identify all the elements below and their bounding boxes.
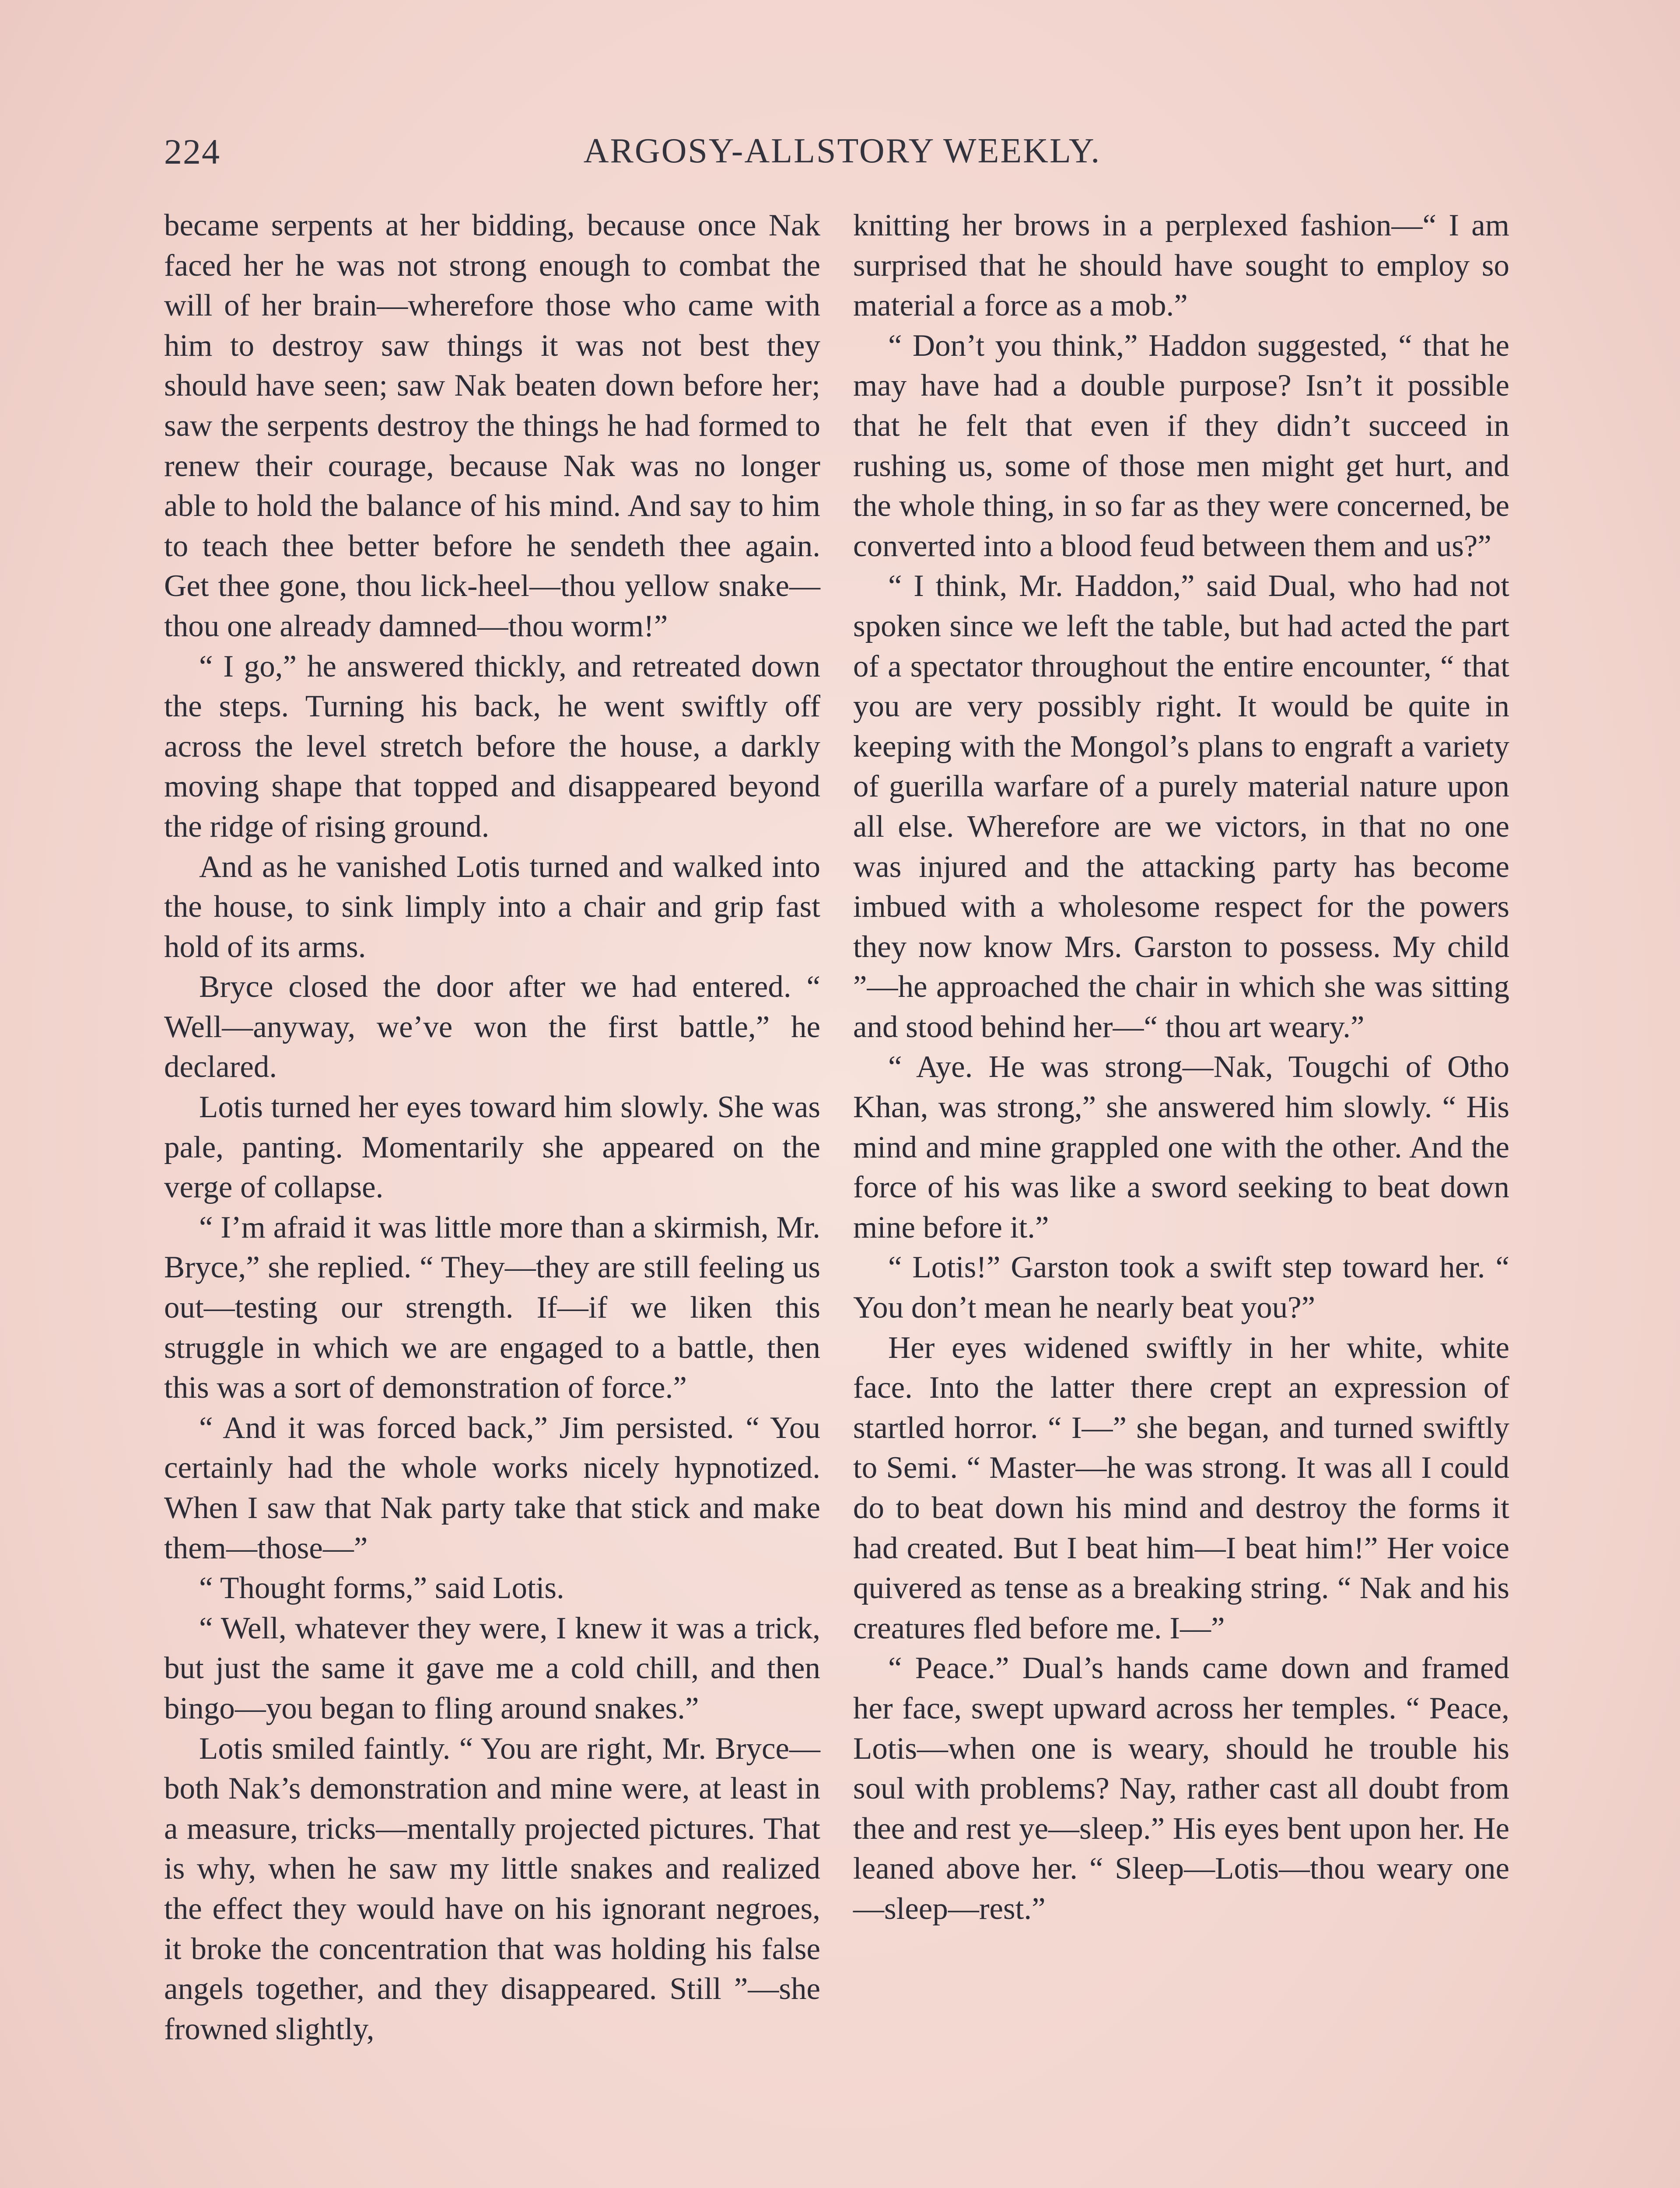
paragraph: “ Lotis!” Garston took a swift step toward her. “ You don’t mean he nearly beat you?” xyxy=(853,1250,1509,1325)
paragraph: “ I go,” he answered thickly, and retreated down the steps. Turning his back, he went swiftly off across the level stretch before the house, a darkly moving shape that topped and disappeared beyond the ridge of rising ground. xyxy=(164,649,820,844)
paragraph: “ Well, whatever they were, I knew it was a trick, but just the same it gave me a cold chill, and then bingo—you began to fling around snakes.” xyxy=(164,1611,820,1725)
paragraph: “ Peace.” Dual’s hands came down and framed her face, swept upward across her temples. “ Peace, Lotis—when one is weary, should he trouble his soul with problems? Nay, rather cast all doubt from thee and rest ye—sleep.” His eyes bent upon her. He leaned above her. “ Sleep—Lotis—thou weary one—sleep—rest.” xyxy=(853,1651,1509,1926)
text-column-right xyxy=(853,206,1509,1929)
paragraph: And as he vanished Lotis turned and walked into the house, to sink limply into a chair and grip fast hold of its arms. xyxy=(164,849,820,964)
page-header xyxy=(164,131,1520,184)
paragraph: Lotis turned her eyes toward him slowly. She was pale, panting. Momentarily she appeared on the verge of collapse. xyxy=(164,1090,820,1205)
paragraph: Lotis smiled faintly. “ You are right, Mr. Bryce—both Nak’s demonstration and mine were, at least in a measure, tricks—mentally projected pictures. That is why, when he saw my little snakes and realized the effect they would have on his ignorant negroes, it broke the concentration that was holding his false angels together, and they disappeared. Still ”—she frowned slightly, xyxy=(164,1731,820,2046)
page-number: 224 xyxy=(164,132,220,172)
paragraph: knitting her brows in a perplexed fashion—“ I am surprised that he should have sought to employ so material a force as a mob.” xyxy=(853,208,1509,323)
paragraph: “ And it was forced back,” Jim persisted. “ You certainly had the whole works nicely hypnotized. When I saw that Nak party take that stick and make them—those—” xyxy=(164,1410,820,1565)
paragraph: Bryce closed the door after we had entered. “ Well—anyway, we’ve won the first battle,” he declared. xyxy=(164,970,820,1084)
paragraph: “ Don’t you think,” Haddon suggested, “ that he may have had a double purpose? Isn’t it possible that he felt that even if they didn’t succeed in rushing us, some of those men might get hurt, and the whole thing, in so far as they were concerned, be converted into a blood feud between them and us?” xyxy=(853,328,1509,563)
text-column-left xyxy=(164,206,820,2049)
paragraph: “ Aye. He was strong—Nak, Tougchi of Otho Khan, was strong,” she answered him slowly. “ His mind and mine grappled one with the other. And the force of his was like a sword seeking to beat down mine before it.” xyxy=(853,1050,1509,1245)
paragraph: “ I think, Mr. Haddon,” said Dual, who had not spoken since we left the table, but had acted the part of a spectator throughout the entire encounter, “ that you are very possibly right. It would be quite in keeping with the Mongol’s plans to engraft a variety of guerilla warfare of a purely material nature upon all else. Wherefore are we victors, in that no one was injured and the attacking party has become imbued with a wholesome respect for the powers they now know Mrs. Garston to possess. My child ”—he approached the chair in which she was sitting and stood behind her—“ thou art weary.” xyxy=(853,569,1509,1044)
paragraph: became serpents at her bidding, because once Nak faced her he was not strong enough to combat the will of her brain—wherefore those who came with him to destroy saw things it was not best they should have seen; saw Nak beaten down before her; saw the serpents destroy the things he had formed to renew their courage, because Nak was no longer able to hold the balance of his mind. And say to him to teach thee better before he sendeth thee again. Get thee gone, thou lick-heel—thou yellow snake—thou one already damned—thou worm!” xyxy=(164,208,820,643)
paragraph: Her eyes widened swiftly in her white, white face. Into the latter there crept an expression of startled horror. “ I—” she began, and turned swiftly to Semi. “ Master—he was strong. It was all I could do to beat down his mind and destroy the forms it had created. But I beat him—I beat him!” Her voice quivered as tense as a breaking string. “ Nak and his creatures fled before me. I—” xyxy=(853,1330,1509,1645)
paragraph: “ Thought forms,” said Lotis. xyxy=(199,1571,564,1606)
running-title: ARGOSY-ALLSTORY WEEKLY. xyxy=(583,132,1101,170)
paragraph: “ I’m afraid it was little more than a skirmish, Mr. Bryce,” she replied. “ They—they are still feeling us out—testing our strength. If—if we liken this struggle in which we are engaged to a battle, then this was a sort of demonstration of force.” xyxy=(164,1210,820,1405)
